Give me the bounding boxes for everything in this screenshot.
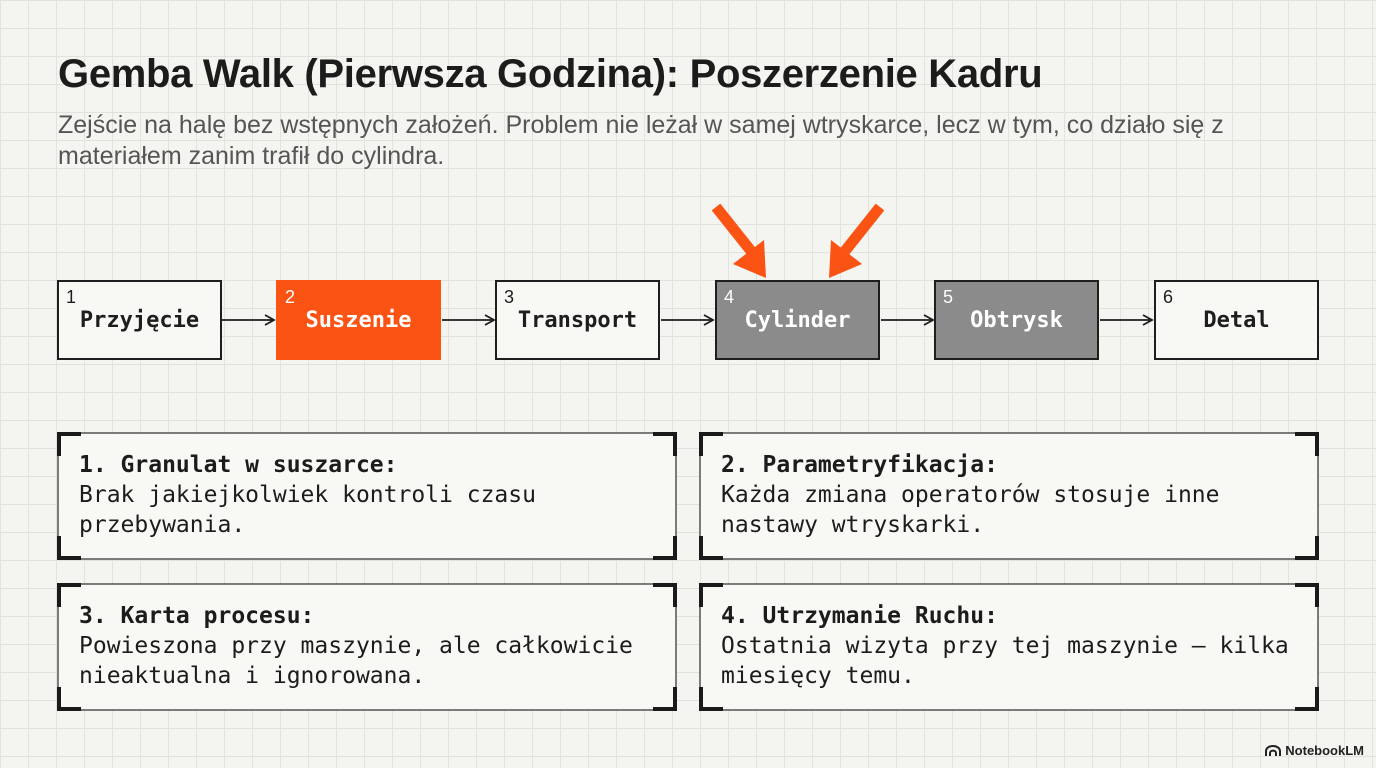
finding-body: Brak jakiejkolwiek kontroli czasu przebywania. — [79, 482, 536, 538]
step-number: 4 — [724, 287, 735, 307]
page-subtitle: Zejście na halę bez wstępnych założeń. Problem nie leżał w samej wtryskarce, lecz w tym, co działo się z materiałem zanim trafił do cylindra. — [58, 111, 1224, 170]
step-detal — [1154, 280, 1319, 360]
brand-name: NotebookLM — [1285, 743, 1364, 758]
page-title: Gemba Walk (Pierwsza Godzina): Poszerzenie Kadru — [58, 52, 1043, 96]
step-suszenie — [276, 280, 441, 360]
step-number: 5 — [943, 287, 954, 307]
step-label: Przyjęcie — [79, 308, 200, 333]
finding-card-granulat — [57, 432, 677, 560]
step-number: 2 — [285, 287, 296, 307]
brand-badge — [1265, 743, 1364, 758]
step-number: 3 — [504, 287, 515, 307]
notebooklm-logo-icon — [1265, 745, 1281, 757]
finding-card-utrzymanie-ruchu — [699, 583, 1319, 711]
finding-card-karta-procesu — [57, 583, 677, 711]
finding-card-parametryfikacja — [699, 432, 1319, 560]
focus-arrow-icon — [829, 207, 880, 278]
finding-title: 2. Parametryfikacja: — [721, 452, 998, 478]
step-number: 6 — [1163, 287, 1174, 307]
step-label: Obtrysk — [970, 308, 1063, 333]
step-label: Detal — [1203, 308, 1270, 333]
step-number: 1 — [66, 287, 77, 307]
step-label: Suszenie — [305, 308, 412, 333]
step-label: Cylinder — [744, 308, 851, 333]
finding-body: Ostatnia wizyta przy tej maszynie – kilka miesięcy temu. — [721, 633, 1289, 689]
finding-title: 4. Utrzymanie Ruchu: — [721, 603, 998, 629]
step-obtrysk — [934, 280, 1099, 360]
step-transport — [495, 280, 660, 360]
step-przyjecie — [57, 280, 222, 360]
step-label: Transport — [517, 308, 638, 333]
finding-title: 1. Granulat w suszarce: — [79, 452, 398, 478]
finding-body: Każda zmiana operatorów stosuje inne nastawy wtryskarki. — [721, 482, 1220, 538]
finding-body: Powieszona przy maszynie, ale całkowicie nieaktualna i ignorowana. — [79, 633, 633, 689]
focus-arrow-icon — [716, 207, 766, 278]
step-cylinder — [715, 280, 880, 360]
finding-title: 3. Karta procesu: — [79, 603, 315, 629]
